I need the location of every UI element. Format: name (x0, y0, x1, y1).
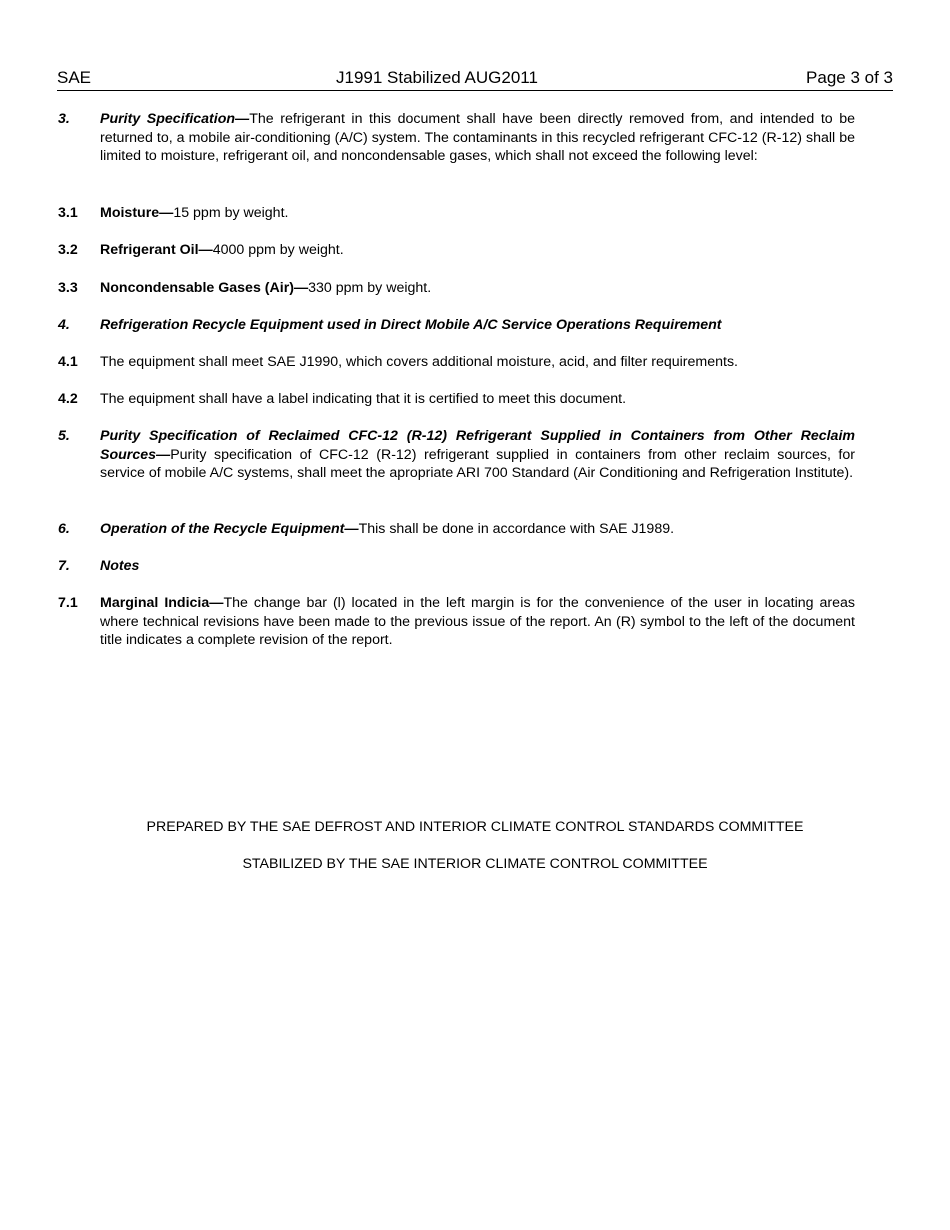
page-header (57, 68, 893, 91)
header-org: SAE (57, 68, 92, 87)
section-3-1 (58, 204, 855, 223)
section-number: 6. (58, 521, 70, 537)
stabilized-by-statement: STABILIZED BY THE SAE INTERIOR CLIMATE CONTROL COMMITTEE (242, 856, 708, 872)
section-4-2 (58, 390, 855, 409)
section-7-1 (58, 594, 855, 650)
section-title: Refrigeration Recycle Equipment used in Direct Mobile A/C Service Operations Requirement (100, 317, 722, 333)
section-text: 15 ppm by weight. (173, 205, 289, 221)
section-text: 4000 ppm by weight. (212, 242, 344, 258)
section-number: 4.2 (58, 391, 78, 407)
section-4-1 (58, 353, 855, 372)
section-text: The refrigerant in this document shall have been directly removed from, and intended to be returned to, a mobile air-conditioning (A/C) system. The contaminants in this recycled refrigerant CFC-12 (R-12) shall be limited to moisture, refrigerant oil, and noncondensable gases, which shall not exceed the following level: (100, 111, 855, 165)
section-text: The equipment shall have a label indicating that it is certified to meet this document. (100, 391, 627, 407)
section-number: 7.1 (58, 595, 78, 611)
section-title: Operation of the Recycle Equipment— (100, 521, 359, 537)
section-number: 3.2 (58, 242, 78, 258)
section-number: 3. (58, 111, 70, 127)
section-number: 7. (58, 558, 70, 574)
header-page-number: Page 3 of 3 (806, 68, 893, 87)
section-text: 330 ppm by weight. (308, 280, 432, 296)
section-title: Noncondensable Gases (Air)— (100, 280, 309, 296)
section-3-3 (58, 279, 855, 298)
section-3-2 (58, 241, 855, 260)
section-text: This shall be done in accordance with SAE J1989. (358, 521, 675, 537)
section-title: Moisture— (100, 205, 174, 221)
section-4 (58, 316, 855, 335)
section-title: Purity Specification— (100, 111, 250, 127)
section-title: Purity Specification of Reclaimed CFC-12 (R-12) Refrigerant Supplied in Containers from Other Reclaim Sources— (100, 428, 855, 463)
section-5 (58, 427, 855, 483)
section-3 (58, 110, 855, 166)
section-text: The change bar (l) located in the left margin is for the convenience of the user in locating areas where technical revisions have been made to the previous issue of the report. An (R) symbol to the left of the document title indicates a complete revision of the report. (100, 595, 856, 649)
section-text: Purity specification of CFC-12 (R-12) refrigerant supplied in containers from other reclaim sources, for service of mobile A/C systems, shall meet the apropriate ARI 700 Standard (Air Conditioning and Refrigeration Institute). (100, 446, 855, 482)
prepared-by-statement: PREPARED BY THE SAE DEFROST AND INTERIOR CLIMATE CONTROL STANDARDS COMMITTEE (146, 819, 804, 835)
section-number: 3.1 (58, 205, 78, 221)
section-title: Refrigerant Oil— (100, 242, 213, 258)
section-number: 4. (58, 317, 70, 333)
section-title: Marginal Indicia— (100, 595, 224, 611)
section-number: 5. (58, 428, 70, 444)
section-number: 3.3 (58, 280, 78, 296)
section-number: 4.1 (58, 354, 78, 370)
header-document-id: J1991 Stabilized AUG2011 (336, 68, 538, 87)
section-6 (58, 520, 855, 539)
section-title: Notes (100, 558, 140, 574)
section-text: The equipment shall meet SAE J1990, which covers additional moisture, acid, and filter requirements. (100, 354, 738, 370)
section-7 (58, 557, 855, 576)
